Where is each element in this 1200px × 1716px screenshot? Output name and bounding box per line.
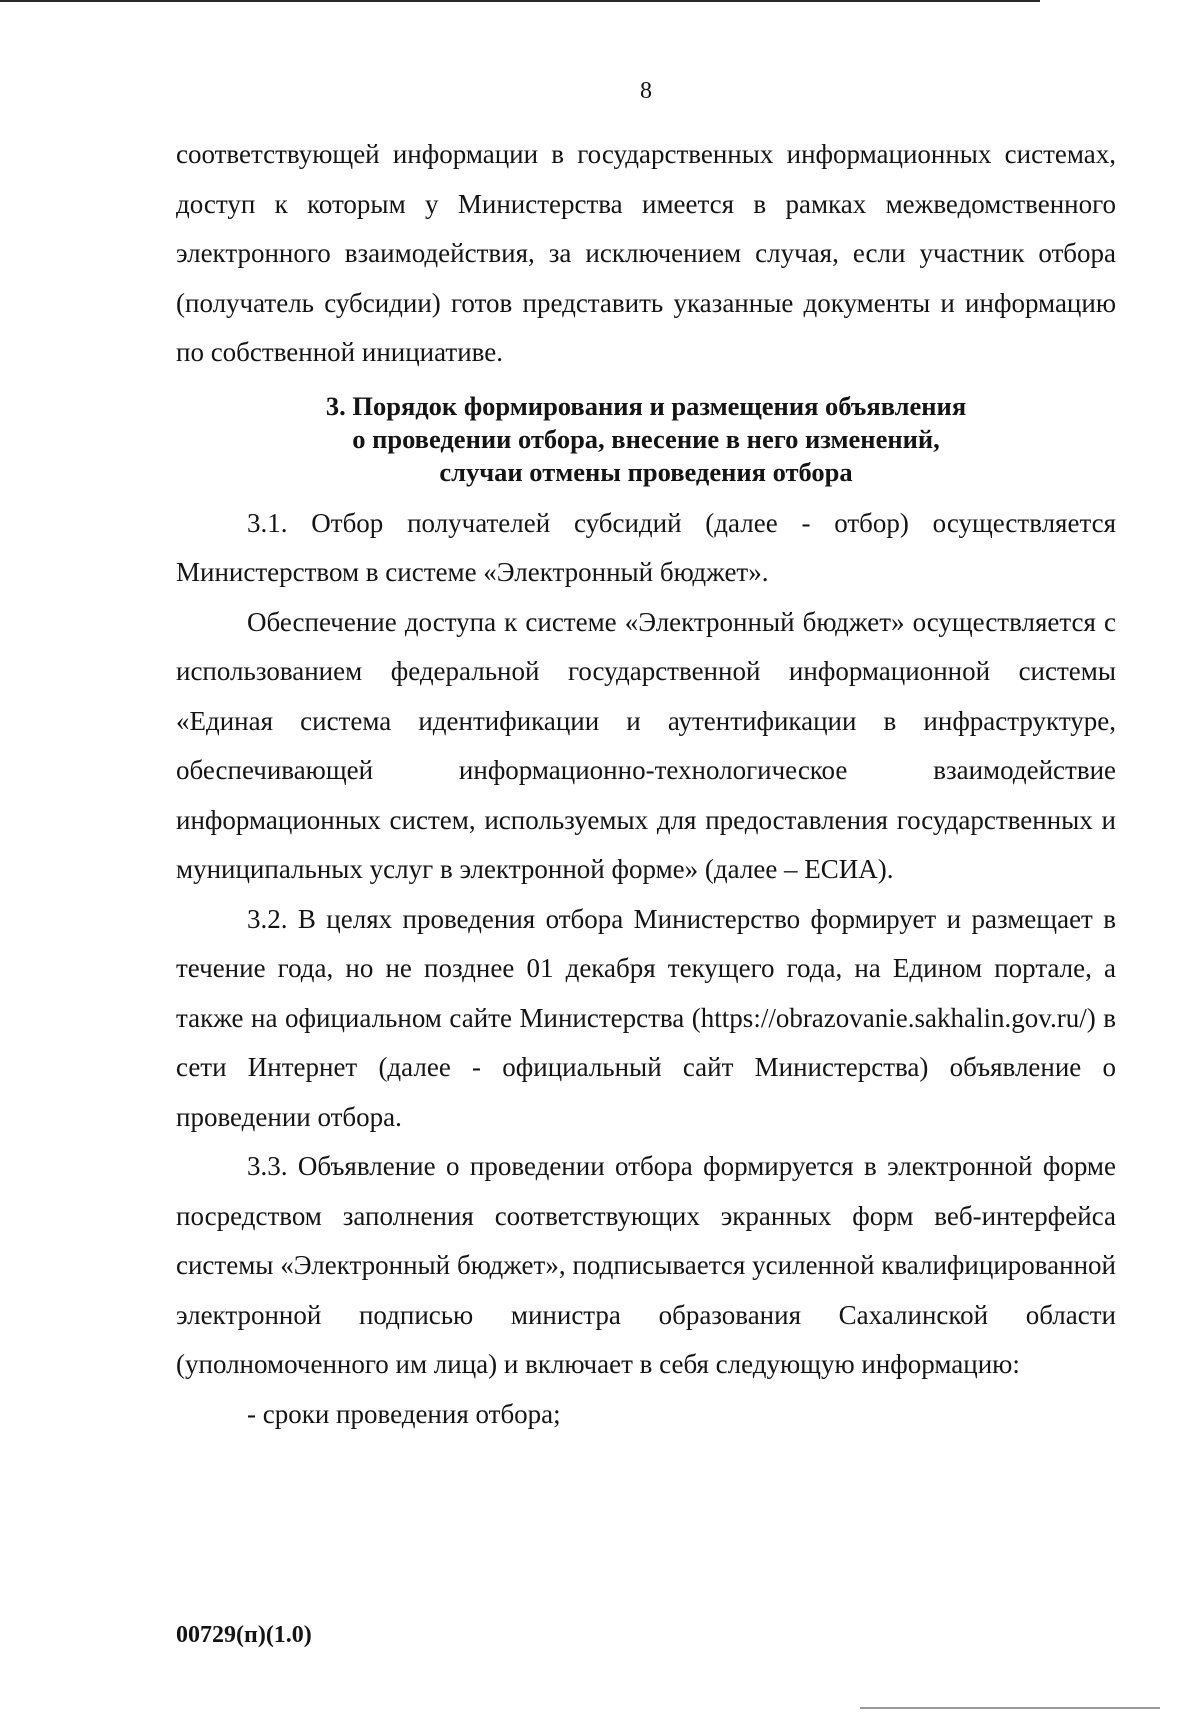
section-heading-line-1: 3. Порядок формирования и размещения объявления [325,390,967,421]
section-heading-line-3: случаи отмены проведения отбора [439,456,853,487]
paragraph-continuation: соответствующей информации в государственных информационных системах, доступ к которым у Министерства имеется в рамках межведомственного электронного взаимодействия, за исключением случая, если участник отбора (получатель субсидии) готов представить указанные документы и информацию по собственной инициативе. [176,139,1116,367]
paragraph-3-1: 3.1. Отбор получателей субсидий (далее - отбор) осуществляется Министерством в системе «Электронный бюджет». [176,507,1116,587]
document-code: 00729(п)(1.0) [176,1622,312,1648]
page-number: 8 [640,78,652,104]
section-heading-line-2: о проведении отбора, внесение в него изменений, [352,423,940,454]
section-heading [176,390,1116,489]
document-body [176,130,1116,1439]
scan-edge-top [0,0,1040,2]
paragraph-3-2: 3.2. В целях проведения отбора Министерство формирует и размещает в течение года, но не позднее 01 декабря текущего года, на Едином портале, а также на официальном сайте Министерства (https://obrazovanie.sakhalin.gov.ru/) в сети Интернет (далее - официальный сайт Министерства) объявление о проведении отбора. [176,903,1116,1132]
paragraph-3-3: 3.3. Объявление о проведении отбора формируется в электронной форме посредством заполнения соответствующих экранных форм веб-интерфейса системы «Электронный бюджет», подписывается усиленной квалифицированной электронной подписью министра образования Сахалинской области (уполномоченного им лица) и включает в себя следующую информацию: [176,1151,1116,1379]
scan-edge-bottom [860,1707,1160,1709]
list-item-selection-terms: - сроки проведения отбора; [247,1398,561,1429]
paragraph-esia: Обеспечение доступа к системе «Электронный бюджет» осуществляется с использованием федеральной государственной информационной системы «Единая система идентификации и аутентификации в инфраструктуре, обеспечивающей информационно-технологическое взаимодействие информационных систем, используемых для предоставления государственных и муниципальных услуг в электронной форме» (далее – ЕСИА). [176,606,1116,884]
